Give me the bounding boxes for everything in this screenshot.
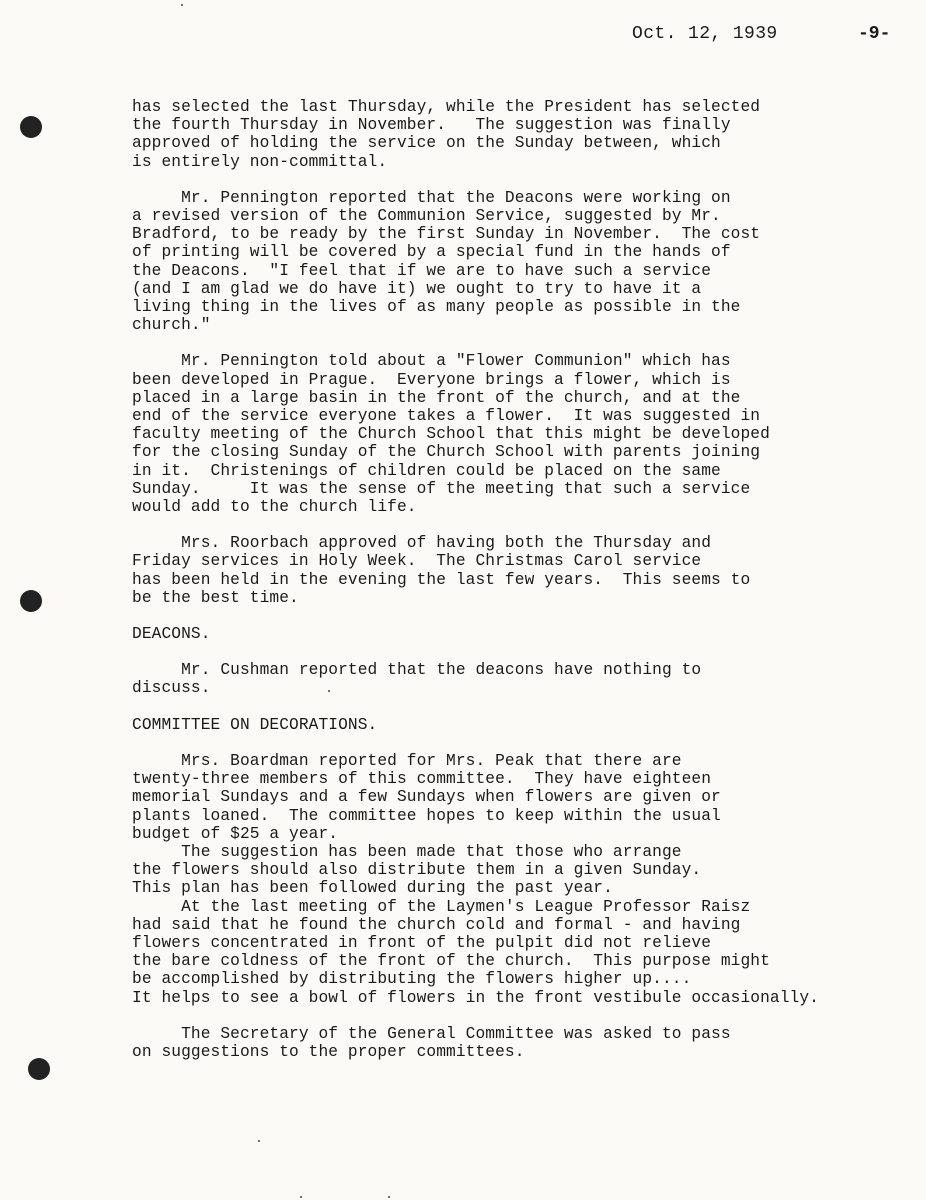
text-line: budget of $25 a year. [132, 824, 339, 843]
page-number: -9- [858, 24, 891, 44]
document-date: Oct. 12, 1939 [632, 24, 778, 44]
text-line: would add to the church life. [132, 498, 417, 517]
text-line: The suggestion has been made that those who arrange [132, 842, 682, 861]
text-line: end of the service everyone takes a flower. It was suggested in [132, 407, 761, 426]
text-line: the bare coldness of the front of the church. This purpose might [132, 952, 770, 971]
text-line: of printing will be covered by a special fund in the hands of [132, 243, 731, 262]
text-line: the Deacons. "I feel that if we are to have such a service [132, 261, 712, 280]
text-line: At the last meeting of the Laymen's League Professor Raisz [132, 897, 751, 916]
paper-speck [300, 1196, 302, 1198]
paragraph-decorations-committee [132, 752, 892, 843]
text-line: flowers concentrated in front of the pulpit did not relieve [132, 933, 712, 952]
text-line: the flowers should also distribute them in a given Sunday. [132, 861, 702, 880]
text-line: be the best time. [132, 588, 299, 607]
text-line: Mr. Pennington told about a "Flower Communion" which has [132, 352, 731, 371]
paragraph-flower-distribution [132, 843, 892, 898]
punch-hole-top [20, 116, 42, 138]
paper-speck [258, 1140, 260, 1142]
text-line: discuss. [132, 679, 211, 698]
text-line: plants loaned. The committee hopes to keep within the usual [132, 806, 721, 825]
text-line: a revised version of the Communion Service, suggested by Mr. [132, 207, 721, 226]
text-line: twenty-three members of this committee. They have eighteen [132, 770, 712, 789]
text-line: Bradford, to be ready by the first Sunday in November. The cost [132, 225, 761, 244]
text-line: faculty meeting of the Church School that this might be developed [132, 425, 770, 444]
section-heading-deacons: DEACONS. [132, 625, 211, 644]
text-line: had said that he found the church cold and formal - and having [132, 915, 741, 934]
text-line: been developed in Prague. Everyone brings a flower, which is [132, 370, 731, 389]
text-line: on suggestions to the proper committees. [132, 1042, 525, 1061]
section-heading-decorations: COMMITTEE ON DECORATIONS. [132, 715, 378, 734]
text-line: memorial Sundays and a few Sundays when flowers are given or [132, 788, 721, 807]
text-line: the fourth Thursday in November. The suggestion was finally [132, 116, 731, 135]
text-line: This plan has been followed during the past year. [132, 879, 613, 898]
paragraph-laymens-league [132, 898, 892, 1007]
text-line: be accomplished by distributing the flowers higher up.... [132, 970, 692, 989]
text-line: is entirely non-committal. [132, 152, 388, 171]
text-line: Mrs. Roorbach approved of having both the Thursday and [132, 534, 712, 553]
text-line: It helps to see a bowl of flowers in the front vestibule occasionally. [132, 988, 819, 1007]
text-line: The Secretary of the General Committee was asked to pass [132, 1024, 731, 1043]
text-line: Sunday. It was the sense of the meeting that such a service [132, 479, 751, 498]
punch-hole-bottom [28, 1058, 50, 1080]
text-line: Friday services in Holy Week. The Christmas Carol service [132, 552, 702, 571]
text-line: Mr. Cushman reported that the deacons have nothing to [132, 661, 702, 680]
text-line: Mr. Pennington reported that the Deacons were working on [132, 188, 731, 207]
document-body [132, 98, 892, 1061]
text-line: has selected the last Thursday, while the President has selected [132, 98, 761, 116]
text-line: in it. Christenings of children could be placed on the same [132, 461, 721, 480]
text-line: church." [132, 316, 211, 335]
paper-speck [388, 1196, 390, 1198]
paragraph-secretary [132, 1025, 892, 1061]
text-line: (and I am glad we do have it) we ought to try to have it a [132, 279, 702, 298]
text-line: for the closing Sunday of the Church School with parents joining [132, 443, 761, 462]
paper-speck [181, 4, 183, 6]
text-line: placed in a large basin in the front of the church, and at the [132, 388, 741, 407]
text-line: living thing in the lives of as many people as possible in the [132, 298, 741, 317]
paragraph-flower-communion [132, 352, 892, 516]
punch-hole-middle [20, 590, 42, 612]
text-line: Mrs. Boardman reported for Mrs. Peak that there are [132, 751, 682, 770]
text-line: has been held in the evening the last few years. This seems to [132, 570, 751, 589]
paragraph-deacons [132, 661, 892, 697]
paragraph-holy-week [132, 534, 892, 607]
paragraph-thanksgiving [132, 98, 892, 171]
text-line: approved of holding the service on the Sunday between, which [132, 134, 721, 153]
paragraph-communion-service [132, 189, 892, 335]
